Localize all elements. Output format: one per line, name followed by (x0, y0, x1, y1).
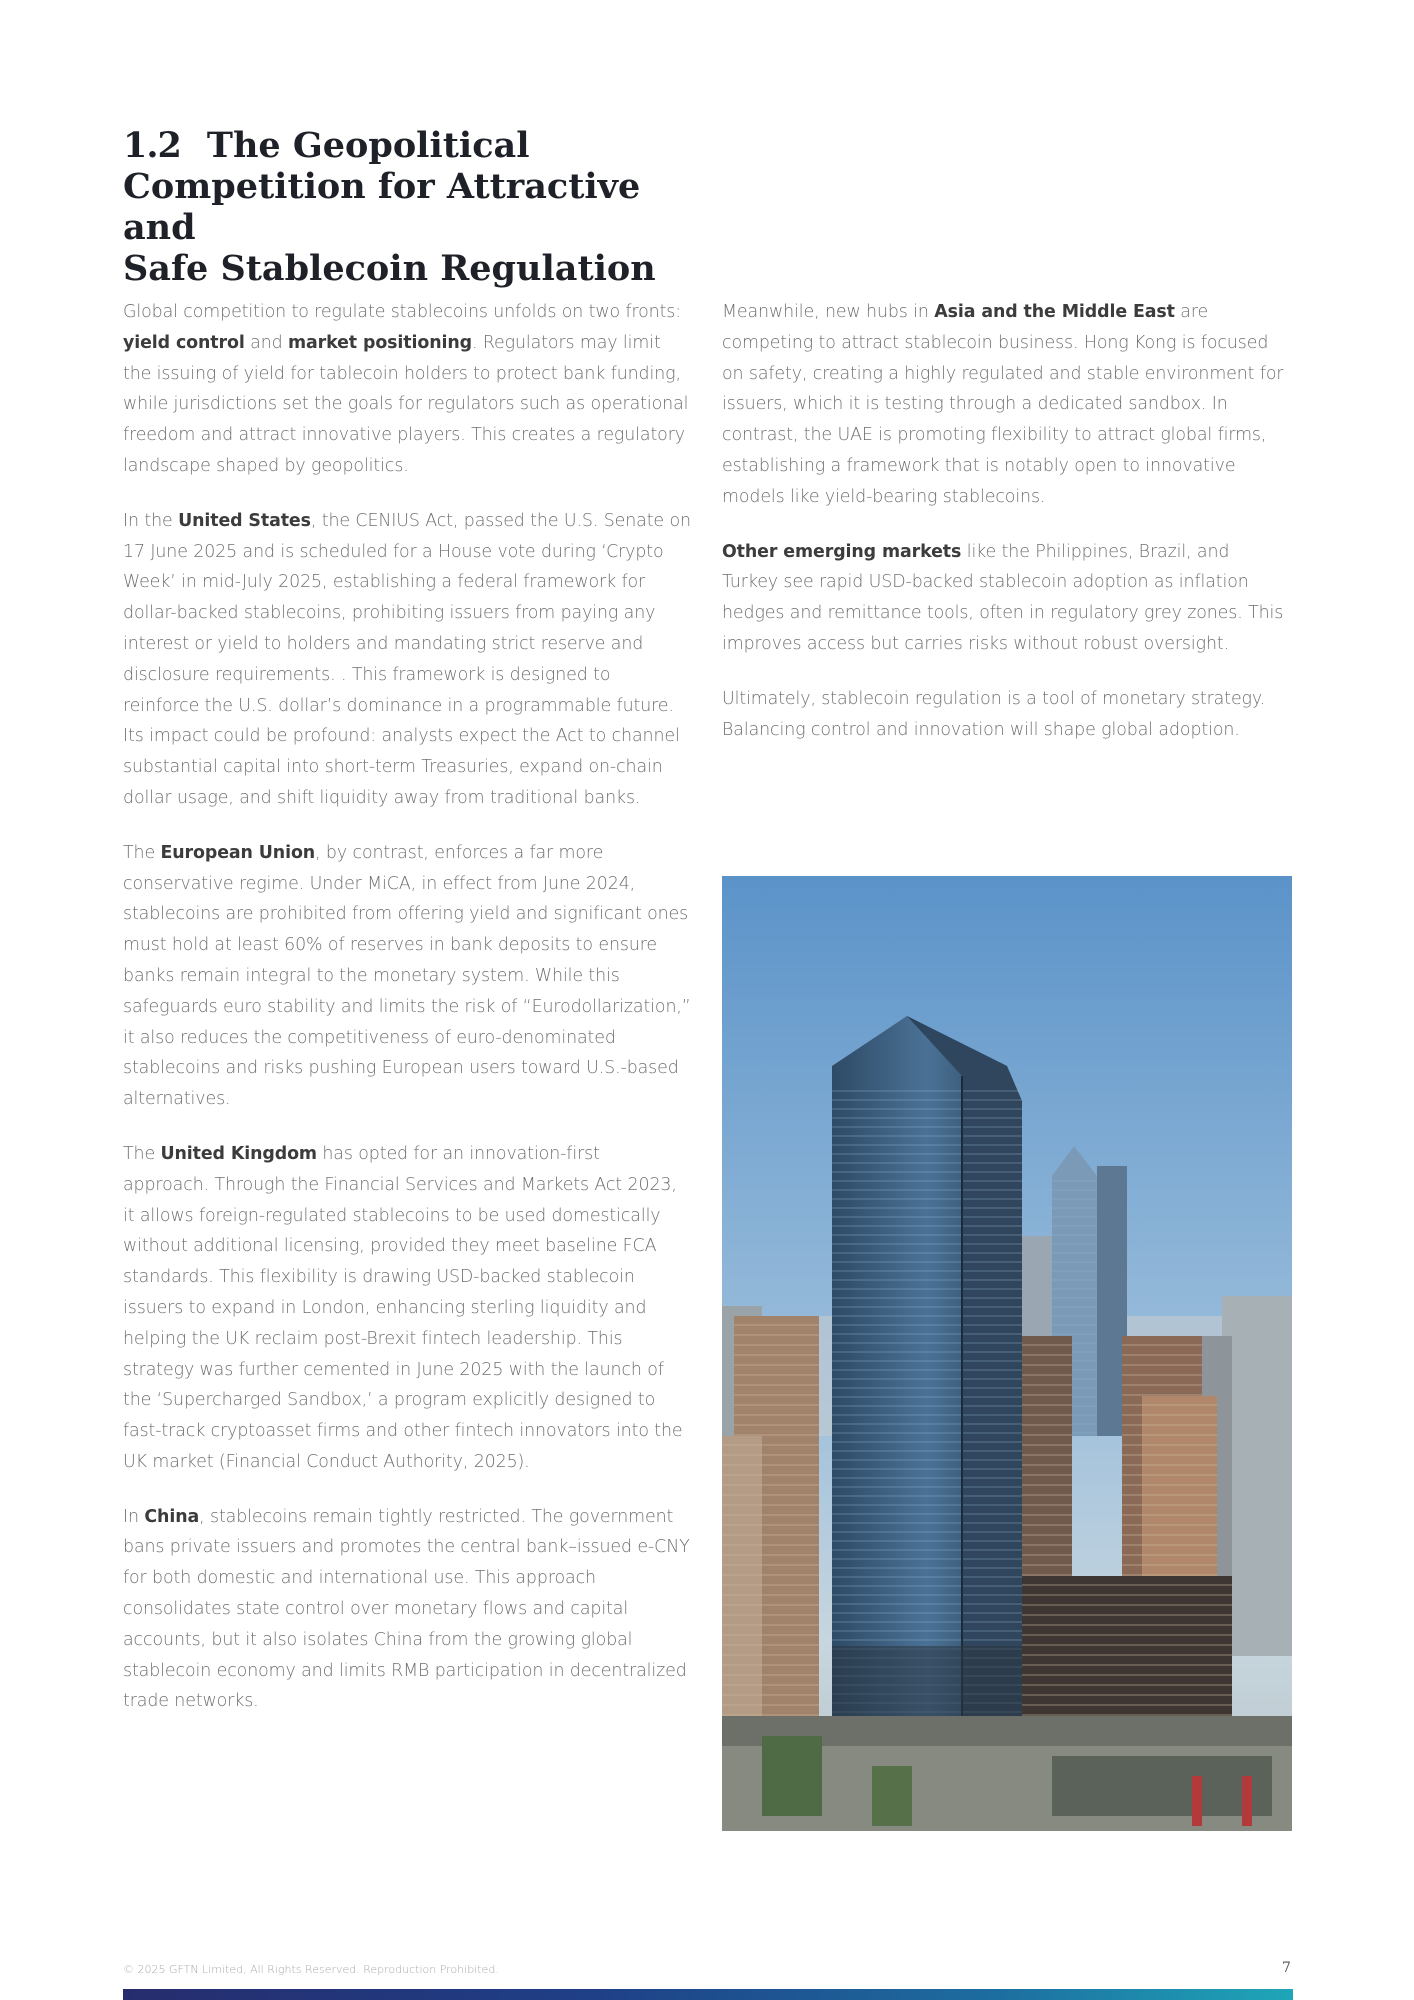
emphasized-term: United Kingdom (160, 1143, 317, 1164)
paragraph-text: has opted for an innovation-first approach. Through the Financial Services and Markets Act 2023, it allows foreign-regulated stablecoins to be used domestically without additional licensing, provided they meet baseline FCA standards. This flexibility is drawing USD-backed stablecoin issuers to expand in London, enhancing sterling liquidity and helping the UK reclaim post-Brexit fintech leadership. This strategy was further cemented in June 2025 with the launch of the ‘Supercharged Sandbox,’ a program explicitly designed to fast-track cryptoasset firms and other fintech innovators into the UK market (Financial Conduct Authority, 2025). (123, 1143, 683, 1472)
body-paragraph (722, 297, 1290, 513)
skyscraper-illustration (722, 876, 1292, 1831)
body-paragraph (123, 838, 691, 1115)
paragraph-text: The (123, 1143, 161, 1164)
emphasized-term: Other emerging markets (722, 541, 962, 562)
paragraph-text: In the (123, 510, 179, 531)
emphasized-term: European Union (160, 842, 316, 863)
paragraph-text: , by contrast, enforces a far more conservative regime. Under MiCA, in effect from June 2024, stablecoins are prohibited from offering yield and significant ones must hold at least 60% of reserves in bank deposits to ensure banks remain integral to the monetary system. While this safeguards euro stability and limits the risk of “Eurodollarization,” it also reduces the competitiveness of euro-denominated stablecoins and risks pushing European users toward U.S.-based alternatives. (123, 842, 691, 1110)
right-column (722, 297, 1290, 769)
page-number: 7 (1282, 1960, 1291, 1976)
footer-gradient-bar (123, 1989, 1293, 2000)
paragraph-text: are competing to attract stablecoin business. Hong Kong is focused on safety, creating a highly regulated and stable environment for issuers, which it is testing through a dedicated sandbox. In contrast, the UAE is promoting flexibility to attract global firms, establishing a framework that is notably open to innovative models like yield-bearing stablecoins. (722, 302, 1284, 507)
heading-line-1 (123, 125, 723, 166)
emphasized-term: Asia and the Middle East (934, 302, 1175, 322)
emphasized-term: yield control (123, 332, 245, 353)
emphasized-term: China (144, 1506, 200, 1527)
paragraph-text: Ultimately, stablecoin regulation is a tool of monetary strategy. Balancing control and innovation will shape global adoption. (722, 688, 1266, 740)
left-column (123, 297, 691, 1741)
body-paragraph (722, 537, 1290, 660)
paragraph-text: The (123, 842, 161, 863)
paragraph-text: , stablecoins remain tightly restricted. The government bans private issuers and promotes the central bank–issued e-CNY for both domestic and international use. This approach consolidates state control over monetary flows and capital accounts, but it also isolates China from the growing global stablecoin economy and limits RMB participation in decentralized trade networks. (123, 1506, 690, 1712)
copyright-notice: © 2025 GFTN Limited, All Rights Reserved. Reproduction Prohibited. (123, 1963, 499, 1976)
heading-text-1: The Geopolitical (206, 125, 530, 166)
heading-line-2: Competition for Attractive and (123, 166, 641, 248)
body-paragraph (123, 506, 691, 814)
paragraph-text: like the Philippines, Brazil, and Turkey see rapid USD-backed stablecoin adoption as inflation hedges and remittance tools, often in regulatory grey zones. This improves access but carries risks without robust oversight. (722, 541, 1284, 654)
emphasized-term: market positioning (287, 332, 472, 353)
paragraph-text: Global competition to regulate stablecoins unfolds on two fronts: (123, 302, 682, 322)
section-number: 1.2 (123, 125, 181, 166)
paragraph-text: In (123, 1506, 145, 1527)
paragraph-text: , the CENIUS Act, passed the U.S. Senate on 17 June 2025 and is scheduled for a House vote during ‘Crypto Week’ in mid-July 2025, establishing a federal framework for dollar-backed stablecoins, prohibiting issuers from paying any interest or yield to holders and mandating strict reserve and disclosure requirements. . This framework is designed to reinforce the U.S. dollar’s dominance in a programmable future. Its impact could be profound: analysts expect the Act to channel substantial capital into short-term Treasuries, expand on-chain dollar usage, and shift liquidity away from traditional banks. (123, 510, 691, 808)
paragraph-text: . Regulators may limit the issuing of yield for tablecoin holders to protect bank funding, while jurisdictions set the goals for regulators such as operational freedom and attract innovative players. This creates a regulatory landscape shaped by geopolitics. (123, 332, 689, 476)
skyline-photo (722, 876, 1292, 1831)
body-paragraph (123, 1502, 691, 1718)
paragraph-text: and (244, 332, 288, 353)
body-paragraph (722, 684, 1290, 746)
section-heading (123, 125, 723, 289)
body-paragraph (123, 297, 691, 482)
body-paragraph (123, 1139, 691, 1478)
heading-line-3: Safe Stablecoin Regulation (123, 248, 656, 289)
emphasized-term: United States (178, 510, 311, 531)
paragraph-text: Meanwhile, new hubs in (722, 302, 935, 322)
